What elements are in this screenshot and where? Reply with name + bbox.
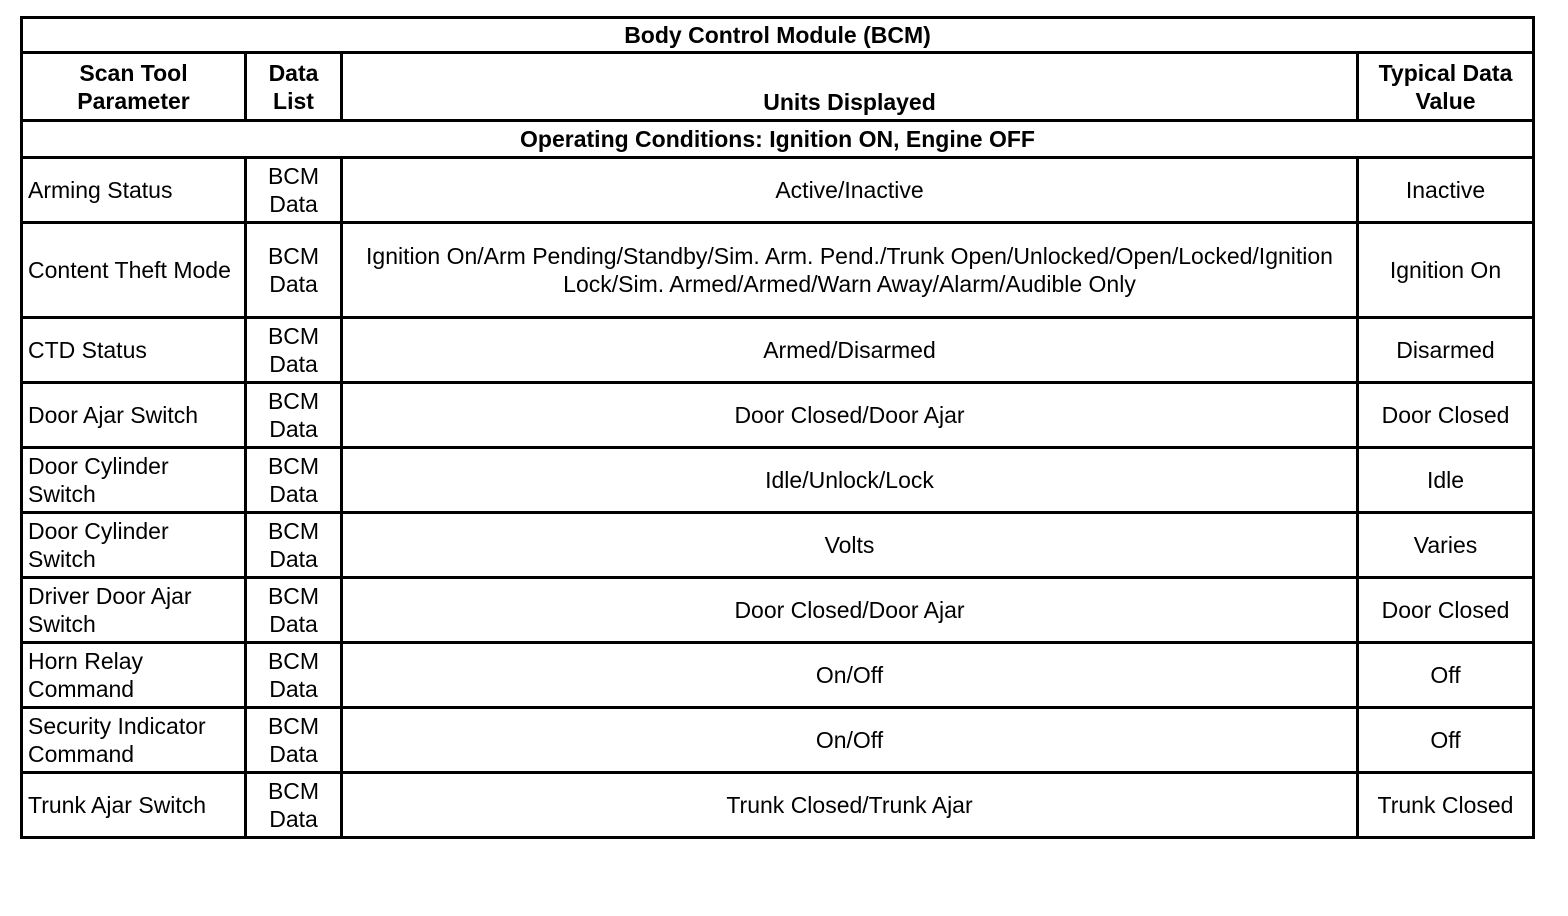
- table-row: [22, 223, 1534, 318]
- cell-parameter: CTD Status: [22, 318, 246, 383]
- cell-data-list: BCM Data: [246, 318, 342, 383]
- cell-data-list: BCM Data: [246, 708, 342, 773]
- header-data-list: Data List: [246, 53, 342, 121]
- cell-parameter: Door Cylinder Switch: [22, 448, 246, 513]
- cell-parameter: Trunk Ajar Switch: [22, 773, 246, 838]
- cell-typical-value: Off: [1358, 643, 1534, 708]
- table-row: [22, 448, 1534, 513]
- cell-typical-value: Inactive: [1358, 158, 1534, 223]
- cell-data-list: BCM Data: [246, 223, 342, 318]
- header-scan-tool-parameter: Scan Tool Parameter: [22, 53, 246, 121]
- cell-parameter: Door Cylinder Switch: [22, 513, 246, 578]
- table-title-row: [22, 18, 1534, 53]
- table-row: [22, 773, 1534, 838]
- cell-units: On/Off: [342, 708, 1358, 773]
- cell-typical-value: Idle: [1358, 448, 1534, 513]
- cell-typical-value: Door Closed: [1358, 578, 1534, 643]
- cell-parameter: Horn Relay Command: [22, 643, 246, 708]
- cell-parameter: Content Theft Mode: [22, 223, 246, 318]
- cell-data-list: BCM Data: [246, 383, 342, 448]
- cell-parameter: Security Indicator Command: [22, 708, 246, 773]
- cell-units: Door Closed/Door Ajar: [342, 383, 1358, 448]
- cell-units: Volts: [342, 513, 1358, 578]
- cell-units: Idle/Unlock/Lock: [342, 448, 1358, 513]
- cell-data-list: BCM Data: [246, 578, 342, 643]
- cell-typical-value: Disarmed: [1358, 318, 1534, 383]
- table-row: [22, 578, 1534, 643]
- table-title: Body Control Module (BCM): [22, 18, 1534, 53]
- cell-data-list: BCM Data: [246, 513, 342, 578]
- header-units-displayed: Units Displayed: [342, 53, 1358, 121]
- cell-parameter: Arming Status: [22, 158, 246, 223]
- cell-units: Armed/Disarmed: [342, 318, 1358, 383]
- cell-data-list: BCM Data: [246, 773, 342, 838]
- table-row: [22, 318, 1534, 383]
- cell-data-list: BCM Data: [246, 158, 342, 223]
- operating-conditions-row: [22, 121, 1534, 158]
- cell-parameter: Door Ajar Switch: [22, 383, 246, 448]
- cell-typical-value: Varies: [1358, 513, 1534, 578]
- cell-units: Trunk Closed/Trunk Ajar: [342, 773, 1358, 838]
- header-typical-data-value: Typical Data Value: [1358, 53, 1534, 121]
- cell-units: On/Off: [342, 643, 1358, 708]
- table-row: [22, 158, 1534, 223]
- cell-data-list: BCM Data: [246, 643, 342, 708]
- bcm-table-container: [20, 16, 1532, 839]
- cell-units: Ignition On/Arm Pending/Standby/Sim. Arm. Pend./Trunk Open/Unlocked/Open/Locked/Ignition Lock/Sim. Armed/Armed/Warn Away/Alarm/Audible Only: [342, 223, 1358, 318]
- table-header-row: [22, 53, 1534, 121]
- table-row: [22, 383, 1534, 448]
- cell-units: Active/Inactive: [342, 158, 1358, 223]
- cell-parameter: Driver Door Ajar Switch: [22, 578, 246, 643]
- cell-typical-value: Off: [1358, 708, 1534, 773]
- cell-typical-value: Ignition On: [1358, 223, 1534, 318]
- table-row: [22, 708, 1534, 773]
- cell-typical-value: Trunk Closed: [1358, 773, 1534, 838]
- operating-conditions: Operating Conditions: Ignition ON, Engine OFF: [22, 121, 1534, 158]
- table-row: [22, 513, 1534, 578]
- cell-data-list: BCM Data: [246, 448, 342, 513]
- table-row: [22, 643, 1534, 708]
- bcm-data-table: [20, 16, 1535, 839]
- cell-units: Door Closed/Door Ajar: [342, 578, 1358, 643]
- cell-typical-value: Door Closed: [1358, 383, 1534, 448]
